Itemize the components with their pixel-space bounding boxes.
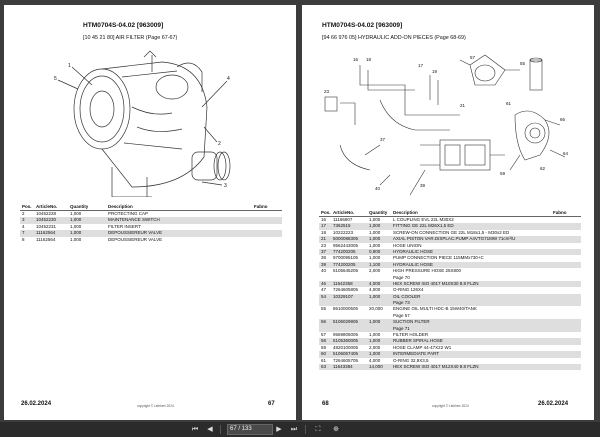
part-quantity: 1,100 <box>367 262 391 268</box>
first-page-icon[interactable]: ⏮ <box>191 426 199 433</box>
part-description: HEX SCREW ISO 4017 M10X30 8.8 FLZN <box>391 281 551 287</box>
part-fabno <box>252 211 282 218</box>
right-page-subtitle: [94 66 976 05] HYDRAULIC ADD-ON PIECES (Page 68-69) <box>322 35 466 41</box>
part-article-number: 8610000505 <box>333 306 359 312</box>
part-position: 3 <box>20 217 34 223</box>
part-description: L COUPLING EVL 22L M30X2 <box>393 217 454 222</box>
part-quantity: 1,000 <box>369 255 381 261</box>
hydraulic-add-on-drawing <box>320 45 582 205</box>
part-quantity: 20,000 <box>369 306 383 312</box>
part-position: 40 <box>321 268 327 274</box>
table-row <box>20 237 282 243</box>
callout-label: 1 <box>68 63 71 69</box>
table-header-row <box>319 209 581 217</box>
part-position: 54 <box>319 294 331 300</box>
callout-label: 5 <box>54 76 57 82</box>
part-position: 7 <box>20 230 34 236</box>
air-filter-drawing <box>52 47 252 197</box>
part-position: 63 <box>319 364 331 370</box>
table-row <box>319 364 581 370</box>
right-page <box>302 5 594 420</box>
part-quantity: 4,000 <box>367 281 391 287</box>
part-description: HYDRAULIC HOSE <box>391 262 551 268</box>
part-description: HOSE UNION <box>393 242 422 248</box>
part-quantity: 1,000 <box>367 351 391 357</box>
part-quantity: 1,000 <box>367 319 391 325</box>
left-page-number: 67 <box>268 401 275 407</box>
callout-label: 21 <box>460 103 466 108</box>
part-position: 56 <box>319 319 331 325</box>
part-article-number: 11642358 <box>331 281 367 287</box>
part-page-reference: Page 70 <box>393 274 410 280</box>
part-description: O-RING 126X4 <box>393 287 424 293</box>
part-article-number: 11166907 <box>333 217 353 222</box>
part-description: HYDRAULIC HOSE <box>391 249 551 255</box>
part-description: PROTECTING CAP <box>108 211 149 216</box>
part-article-number: 774200205 <box>331 249 367 255</box>
part-position: 59 <box>321 344 327 350</box>
callout-label: 61 <box>506 101 512 106</box>
left-parts-table <box>20 203 282 243</box>
part-quantity: 1,000 <box>369 217 381 222</box>
part-article-number: 10452230 <box>34 217 68 223</box>
part-article-number: 11162564 <box>36 236 56 242</box>
part-page-reference: Page 57 <box>393 312 410 318</box>
column-header: Pos. <box>321 210 331 215</box>
part-position: 47 <box>321 287 327 293</box>
part-article-number: 9562443005 <box>333 242 359 248</box>
part-article-number: 7362515 <box>331 223 367 229</box>
column-header: Pos. <box>20 203 34 211</box>
part-position: 38 <box>321 255 327 261</box>
part-quantity: 1,000 <box>367 338 391 344</box>
part-position: 58 <box>319 338 331 344</box>
part-position: 18 <box>321 229 327 235</box>
callout-label: 64 <box>563 151 569 156</box>
part-quantity: 1,000 <box>369 332 381 338</box>
callout-label: 57 <box>470 55 476 60</box>
part-quantity: 1,000 <box>70 211 82 216</box>
column-header: Quantity <box>68 203 106 211</box>
part-position: 55 <box>321 306 327 312</box>
part-description: SCREW-ON CONNECTION GE 22L M18x1,5 - M30x2 ED <box>393 229 510 235</box>
callout-label: 23 <box>324 89 330 94</box>
part-article-number: 10452228 <box>36 211 57 216</box>
part-article-number: 11643384 <box>331 364 367 370</box>
callout-label: 4 <box>227 76 230 82</box>
part-article-number: 5106029905 <box>331 319 367 325</box>
part-description: INTERMEDIATE PART <box>391 351 551 357</box>
column-header: ArticleNo. <box>34 203 68 211</box>
part-quantity: 1,000 <box>70 236 82 242</box>
part-description: DEPOUSSIEREUR VALVE <box>106 230 252 236</box>
part-fabno <box>551 364 581 370</box>
part-quantity: 4,000 <box>369 357 381 363</box>
left-page-subtitle: [10 45 21 80] AIR FILTER (Page 67-67) <box>83 35 178 41</box>
column-header: ArticleNo. <box>331 209 367 217</box>
right-parts-table <box>319 209 581 370</box>
column-header: Description <box>106 203 252 211</box>
part-quantity: 2,000 <box>369 344 381 350</box>
part-description: HEX SCREW ISO 4017 M12X40 8.8 FLZN <box>391 364 551 370</box>
part-article-number: 9700095105 <box>333 255 359 261</box>
callout-label: 40 <box>375 186 381 191</box>
part-quantity: 1,000 <box>68 230 106 236</box>
right-page-copyright: copyright © Liebherr 2024 <box>432 404 469 408</box>
callout-label: 66 <box>560 117 566 122</box>
part-quantity: 2,000 <box>369 268 381 274</box>
part-description: PUMP CONNECTION PIECE 115MMx730+C <box>393 255 484 261</box>
callout-label: 55 <box>520 61 526 66</box>
next-page-icon[interactable]: ▶ <box>276 426 282 433</box>
part-position: 39 <box>319 262 331 268</box>
part-page-reference: Page 73 <box>391 300 551 306</box>
part-page-reference: Page 71 <box>391 326 551 332</box>
part-position: 46 <box>319 281 331 287</box>
zoom-icon[interactable]: ⊕ <box>333 426 339 433</box>
callout-label: 59 <box>500 171 506 176</box>
part-position: 17 <box>319 223 331 229</box>
part-quantity: 1,000 <box>367 294 391 300</box>
part-description: FILTER HOLDER <box>393 332 429 338</box>
callout-label: 62 <box>540 166 546 171</box>
part-article-number: 774200205 <box>331 262 367 268</box>
part-article-number: 5000088305 <box>331 236 367 242</box>
right-page-number: 68 <box>322 401 329 407</box>
fit-page-icon[interactable]: ⛶ <box>315 426 321 433</box>
part-description: OIL COOLER <box>391 294 551 300</box>
table-row <box>20 211 282 218</box>
part-article-number: 5106057405 <box>331 351 367 357</box>
part-article-number: 5105645205 <box>333 268 359 274</box>
part-description: FILTER INSERT <box>108 223 141 229</box>
left-page-title: HTM0704S-04.02 [963009] <box>83 22 164 29</box>
part-position: 4 <box>22 223 25 229</box>
part-position: 23 <box>321 242 327 248</box>
callout-label: 2 <box>218 141 221 147</box>
part-quantity: 0,900 <box>367 249 391 255</box>
part-fabno <box>551 217 581 224</box>
part-position: 21 <box>319 236 331 242</box>
part-position: 2 <box>22 211 25 216</box>
part-article-number: 7264605705 <box>333 357 359 363</box>
part-article-number: 10222223 <box>333 229 354 235</box>
table-header-row <box>20 203 282 211</box>
part-quantity: 14,000 <box>367 364 391 370</box>
part-position: 60 <box>319 351 331 357</box>
page-number-input[interactable] <box>227 424 273 435</box>
part-description: MAINTENANCE SWITCH <box>106 217 252 223</box>
toolbar-divider <box>305 425 306 434</box>
part-article-number: 5105360005 <box>331 338 367 344</box>
part-article-number: 4820100005 <box>333 344 359 350</box>
previous-page-icon[interactable]: ◀ <box>207 426 213 433</box>
part-quantity: 1,000 <box>369 229 381 235</box>
callout-label: 19 <box>432 69 438 74</box>
toolbar-divider <box>220 425 221 434</box>
part-quantity: 1,000 <box>68 217 106 223</box>
table-row <box>319 217 581 224</box>
right-page-date: 26.02.2024 <box>538 401 569 407</box>
column-header: Fabno <box>551 209 581 217</box>
callout-label: 18 <box>366 57 372 62</box>
part-article-number: 11162564 <box>34 230 68 236</box>
callout-label: 17 <box>418 63 424 68</box>
last-page-icon[interactable]: ⏭ <box>290 426 298 433</box>
part-quantity: 1,000 <box>70 223 82 229</box>
part-position: 8 <box>22 236 25 242</box>
callout-label: 37 <box>380 137 386 142</box>
left-page <box>4 5 296 420</box>
left-page-copyright: copyright © Liebherr 2024 <box>137 404 174 408</box>
callout-label: 16 <box>353 57 359 62</box>
right-page-title: HTM0704S-04.02 [963009] <box>322 22 403 29</box>
callout-label: 39 <box>420 183 426 188</box>
part-article-number: 9569805005 <box>333 332 359 338</box>
viewer-toolbar <box>0 422 600 437</box>
column-header: Fabno <box>252 203 282 211</box>
part-description: FITTING GE 22L M26X1,5 ED <box>391 223 551 229</box>
column-header: Description <box>391 209 551 217</box>
part-description: ENGINE OIL MULTI HDC-B 15W40/TANK <box>393 306 477 312</box>
part-description: O-RING 32,9X3,5 <box>393 357 429 363</box>
column-header: Quantity <box>367 209 391 217</box>
part-article-number: 10329107 <box>331 294 367 300</box>
part-article-number: 7264605805 <box>333 287 359 293</box>
callout-label: 3 <box>224 183 227 189</box>
part-position: 57 <box>321 332 327 338</box>
part-fabno <box>252 237 282 243</box>
part-description: AXIAL PISTON VAR.DISPLAC.PUMP A4VTG71MW 71cm³/U <box>391 236 551 242</box>
part-description: SUCTION FILTER <box>391 319 551 325</box>
part-position: 61 <box>321 357 327 363</box>
part-description: HOSE CLAMP 44-47X22 W1 <box>393 344 452 350</box>
left-page-date: 26.02.2024 <box>21 401 52 407</box>
part-article-number: 10452231 <box>36 223 57 229</box>
part-quantity: 4,000 <box>369 287 381 293</box>
part-position: 16 <box>321 217 327 222</box>
part-quantity: 1,000 <box>369 242 381 248</box>
part-description: HIGH PRESSURE HOSE 25X800 <box>393 268 462 274</box>
part-position: 37 <box>319 249 331 255</box>
part-description: DEPOUSSIEREUR VALVE <box>108 236 163 242</box>
part-description: RUBBER SPIRAL HOSE <box>391 338 551 344</box>
part-quantity: 1,000 <box>367 236 391 242</box>
part-quantity: 1,000 <box>367 223 391 229</box>
